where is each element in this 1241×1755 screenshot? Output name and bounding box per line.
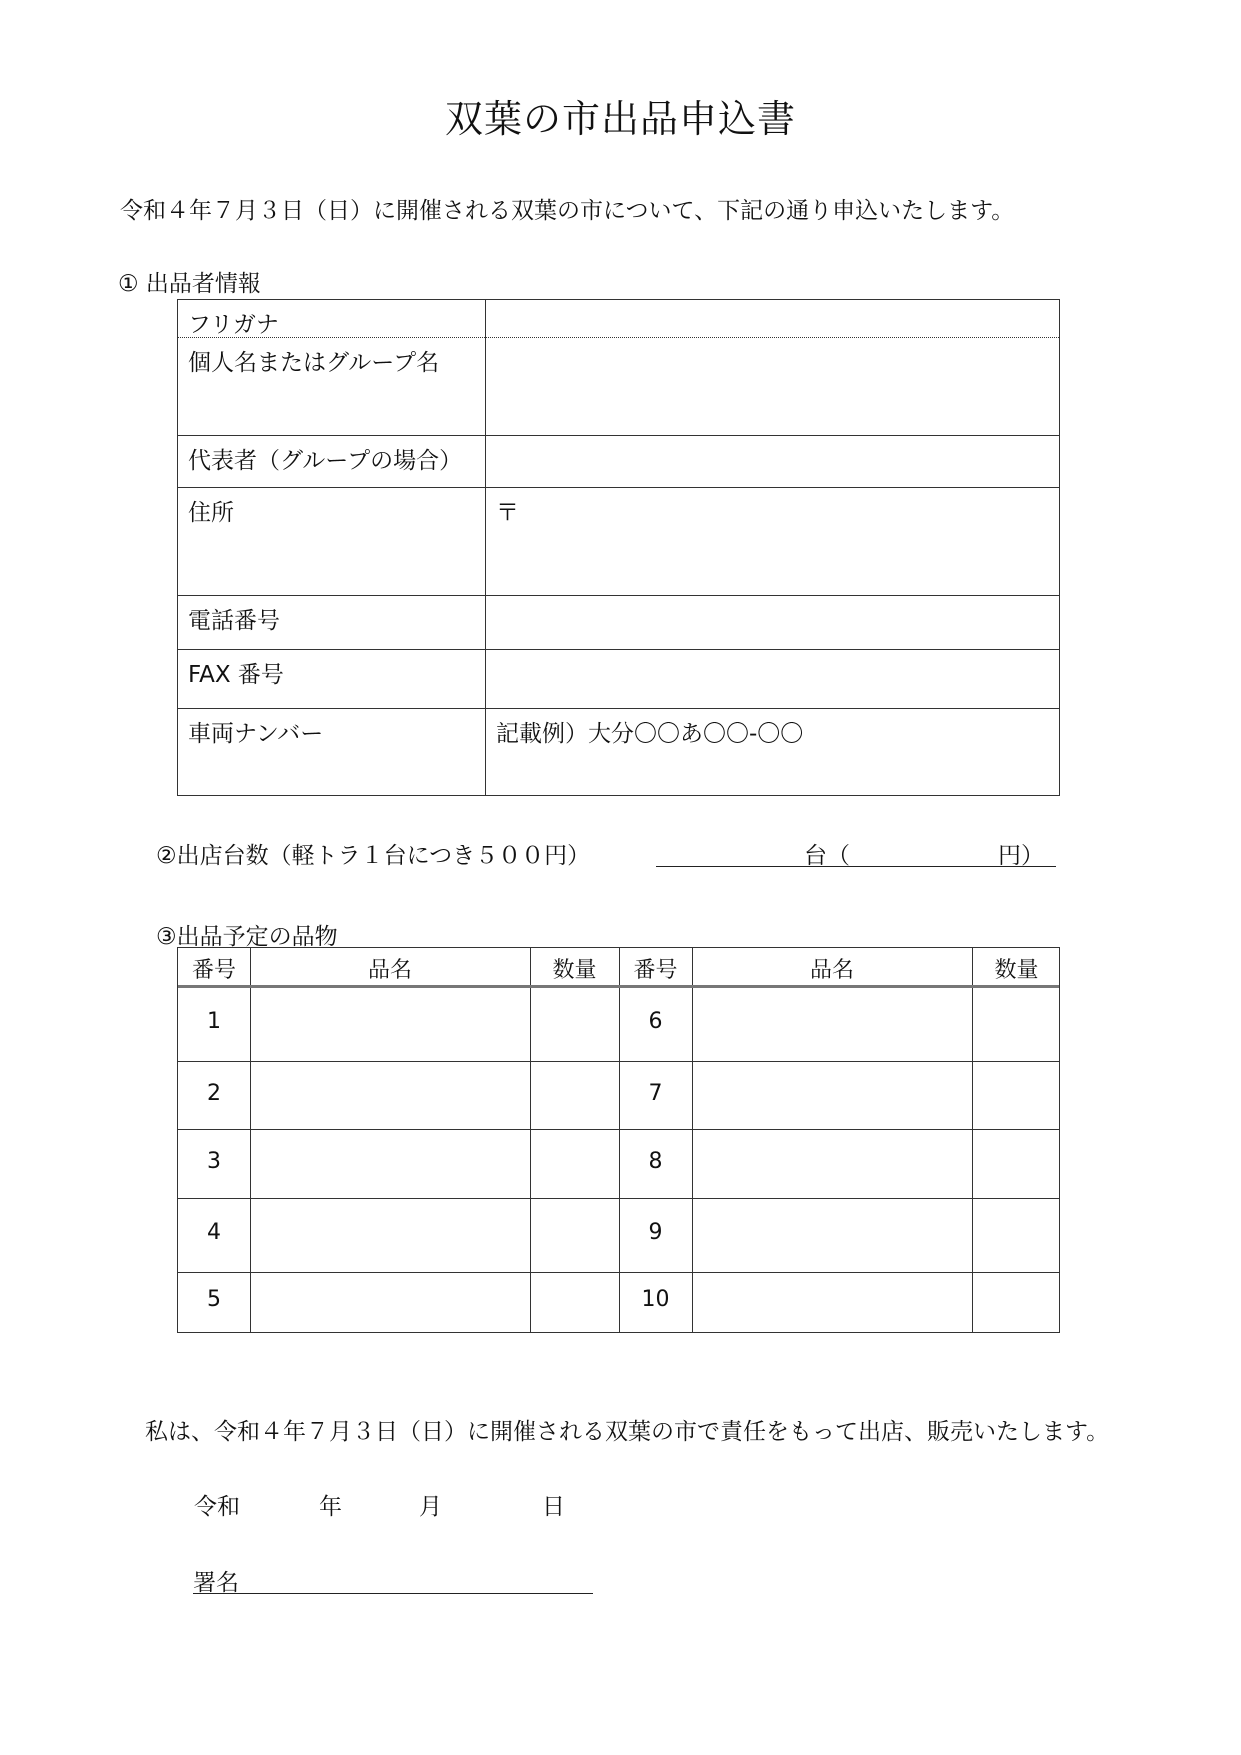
date-day-label: 日 (542, 1494, 565, 1520)
furigana-field[interactable] (486, 300, 1059, 337)
fax-label: FAX 番号 (188, 662, 284, 688)
row-number: 8 (648, 1149, 663, 1174)
header-item-name: 品名 (367, 958, 412, 983)
date-month-label: 月 (419, 1494, 442, 1520)
row-number: 7 (648, 1081, 663, 1106)
column-divider (530, 948, 531, 1332)
date-year-label: 年 (319, 1494, 342, 1520)
furigana-label: フリガナ (188, 312, 279, 338)
vehicle-number-label: 車両ナンバー (188, 721, 324, 747)
row-divider (178, 1129, 1059, 1130)
header-number: 番号 (633, 958, 678, 983)
column-divider (250, 948, 251, 1332)
representative-field[interactable] (486, 436, 1059, 487)
row-divider (178, 1272, 1059, 1273)
column-divider (619, 948, 620, 1332)
row-number: 2 (207, 1081, 221, 1106)
name-label: 個人名またはグループ名 (188, 350, 440, 376)
row-number: 4 (207, 1220, 221, 1245)
pledge-text: 私は、令和４年７月３日（日）に開催される双葉の市で責任をもって出店、販売いたします。 (145, 1419, 1110, 1445)
date-era-label: 令和 (194, 1494, 240, 1520)
applicant-info-table (177, 299, 1060, 796)
address-label: 住所 (188, 500, 234, 526)
stall-count-unit: 台（ (804, 843, 850, 869)
header-item-name: 品名 (809, 958, 854, 983)
signature-line[interactable] (193, 1593, 593, 1594)
representative-label: 代表者（グループの場合） (188, 448, 463, 474)
column-divider (692, 948, 693, 1332)
header-quantity: 数量 (994, 958, 1039, 983)
row-number: 3 (207, 1149, 221, 1174)
section-stall-count-heading: ②出店台数（軽トラ１台につき５００円） (156, 843, 591, 869)
items-table (177, 947, 1060, 1333)
stall-fee-unit: 円） (998, 843, 1044, 869)
row-number: 9 (648, 1220, 663, 1245)
address-field[interactable]: 〒 (496, 500, 519, 526)
fax-field[interactable] (486, 650, 1059, 708)
phone-label: 電話番号 (188, 608, 280, 634)
header-number: 番号 (191, 958, 236, 983)
section-applicant-heading: ① 出品者情報 (118, 271, 261, 297)
vehicle-number-field[interactable]: 記載例）大分〇〇あ〇〇-〇〇 (496, 721, 804, 747)
row-number: 10 (641, 1287, 670, 1312)
header-divider (178, 985, 1059, 988)
name-field[interactable] (486, 338, 1059, 435)
row-divider (178, 1198, 1059, 1199)
phone-field[interactable] (486, 596, 1059, 649)
column-divider (972, 948, 973, 1332)
row-number: 6 (648, 1009, 663, 1034)
row-number: 1 (207, 1009, 221, 1034)
header-quantity: 数量 (552, 958, 597, 983)
intro-text: 令和４年７月３日（日）に開催される双葉の市について、下記の通り申込いたします。 (120, 198, 1015, 224)
row-divider (178, 1061, 1059, 1062)
page-title: 双葉の市出品申込書 (444, 97, 796, 141)
signature-label: 署名 (193, 1570, 239, 1596)
section-items-heading: ③出品予定の品物 (156, 924, 338, 950)
row-number: 5 (207, 1287, 221, 1312)
stall-count-input-line[interactable] (656, 866, 1056, 867)
